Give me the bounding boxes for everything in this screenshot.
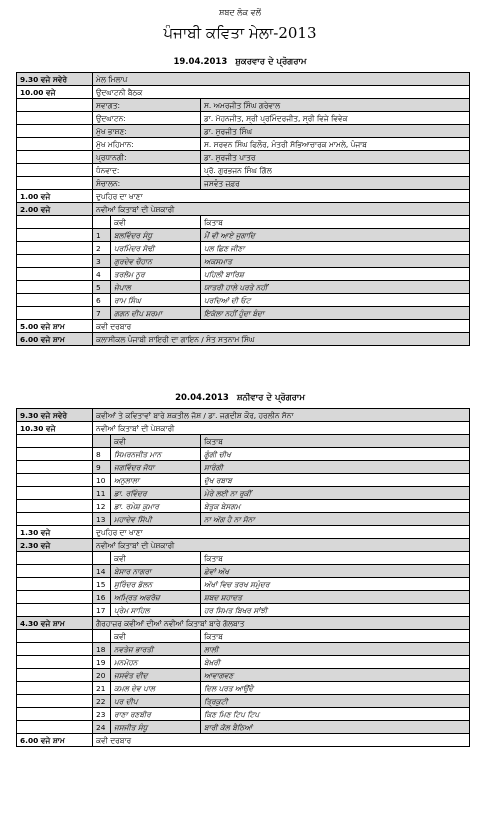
slot-event: ਕਵੀ ਦਰਬਾਰ bbox=[93, 320, 470, 333]
book-column-header: ਕਿਤਾਬ bbox=[201, 630, 470, 643]
slot-time: 2.00 ਵਜੇ bbox=[17, 203, 93, 216]
poet-name: ਰਾਮ ਸਿੰਘ bbox=[111, 294, 201, 307]
book-row bbox=[17, 474, 470, 487]
day2-schedule-table bbox=[16, 408, 470, 747]
book-number: 5 bbox=[93, 281, 111, 294]
book-row bbox=[17, 682, 470, 695]
slot-event: ਕਲਾਸੀਕਲ ਪੰਜਾਬੀ ਸ਼ਾਇਰੀ ਦਾ ਗਾਇਨ / ਸੰਤ ਸਤਨਾਮ ਸਿੰਘ bbox=[93, 333, 470, 346]
book-row bbox=[17, 669, 470, 682]
role-person: ਡਾ. ਮੋਹਨਜੀਤ, ਸ੍ਰੀ ਪ੍ਰਮਿੰਦਰਜੀਤ, ਸ੍ਰੀ ਵਿਜੇ ਵਿਵੇਕ bbox=[201, 112, 470, 125]
poet-name: ਪਰ ਦੀਪ bbox=[111, 695, 201, 708]
poet-name: ਮਹਾਦੇਵ ਸਿੱਪੀ bbox=[111, 513, 201, 526]
role-row bbox=[17, 164, 470, 177]
book-row bbox=[17, 708, 470, 721]
book-row bbox=[17, 565, 470, 578]
book-title: ਤ੍ਰਿਕੁਟੀ bbox=[201, 695, 470, 708]
slot-event: ਦੁਪਹਿਰ ਦਾ ਖਾਣਾ bbox=[93, 190, 470, 203]
poet-name: ਪਰਮਿੰਦਰ ਸੋਢੀ bbox=[111, 242, 201, 255]
slot-time: 9.30 ਵਜੇ ਸਵੇਰੇ bbox=[17, 409, 93, 422]
role-person: ਜਸਵੰਤ ਜ਼ਫ਼ਰ bbox=[201, 177, 470, 190]
slot-event: ਕਵੀ ਦਰਬਾਰ bbox=[93, 734, 470, 747]
slot-event: ਦੁਪਹਿਰ ਦਾ ਖਾਣਾ bbox=[93, 526, 470, 539]
book-number: 7 bbox=[93, 307, 111, 320]
role-label: ਸੰਚਾਲਨ: bbox=[93, 177, 201, 190]
book-row bbox=[17, 487, 470, 500]
slot-time: 5.00 ਵਜੇ ਸ਼ਾਮ bbox=[17, 320, 93, 333]
role-row bbox=[17, 125, 470, 138]
role-person: ਡਾ. ਸੁਰਜੀਤ ਸਿੰਘ bbox=[201, 125, 470, 138]
schedule-row bbox=[17, 333, 470, 346]
slot-time: 10.30 ਵਜੇ bbox=[17, 422, 93, 435]
poet-name: ਅਮ੍ਰਿਤ ਅਫਰੋਜ਼ bbox=[111, 591, 201, 604]
slot-event: ਮੇਲ ਮਿਲਾਪ bbox=[93, 73, 470, 86]
festival-title: ਪੰਜਾਬੀ ਕਵਿਤਾ ਮੇਲਾ-2013 bbox=[163, 24, 317, 42]
book-title: ਲਾਲੀ bbox=[201, 643, 470, 656]
role-person: ਪ੍ਰੋ. ਗੁਰਭਜਨ ਸਿੰਘ ਗਿੱਲ bbox=[201, 164, 470, 177]
poet-name: ਤਰਲੋਮ ਨੂਰ bbox=[111, 268, 201, 281]
book-title: ਦੁੱਖ ਰਬਾਬ bbox=[201, 474, 470, 487]
book-column-header: ਕਿਤਾਬ bbox=[201, 435, 470, 448]
role-label: ਸਵਾਗਤ: bbox=[93, 99, 201, 112]
book-header-row bbox=[17, 630, 470, 643]
role-label: ਪ੍ਰਧਾਨਗੀ: bbox=[93, 151, 201, 164]
book-row bbox=[17, 242, 470, 255]
presenter-line: ਸ਼ਬਦ ਲੋਕ ਵਲੋਂ bbox=[219, 8, 261, 17]
book-row bbox=[17, 500, 470, 513]
role-label: ਮੁੱਖ ਮਹਿਮਾਨ: bbox=[93, 138, 201, 151]
book-number: 16 bbox=[93, 591, 111, 604]
poet-column-header: ਕਵੀ bbox=[111, 630, 201, 643]
book-title: ਮੇਰੇ ਲਈ ਨਾ ਰੁਕੀਂ bbox=[201, 487, 470, 500]
book-number: 19 bbox=[93, 656, 111, 669]
schedule-row bbox=[17, 617, 470, 630]
schedule-row bbox=[17, 203, 470, 216]
book-row bbox=[17, 229, 470, 242]
slot-time: 2.30 ਵਜੇ bbox=[17, 539, 93, 552]
book-row bbox=[17, 695, 470, 708]
book-title: ਸਾਰੰਗੀ bbox=[201, 461, 470, 474]
slot-event: ਨਵੀਆਂ ਕਿਤਾਬਾਂ ਦੀ ਪੇਸ਼ਕਾਰੀ bbox=[93, 539, 470, 552]
poet-name: ਪ੍ਰੇਮ ਸਾਹਿਲ bbox=[111, 604, 201, 617]
book-title: ਅਕਸਮਾਤ bbox=[201, 255, 470, 268]
schedule-row bbox=[17, 86, 470, 99]
book-title: ਪਹਿਲੀ ਬਾਰਿਸ਼ bbox=[201, 268, 470, 281]
book-title: ਹਰ ਸਿਮਤ ਬਿਖਰ ਸਾਂਝੀ bbox=[201, 604, 470, 617]
book-title: ਅੱਖਾਂ ਵਿਚ ਤਰਖ ਸਮੁੰਦਰ bbox=[201, 578, 470, 591]
role-label: ਮੁੱਖ ਭਾਸ਼ਣ: bbox=[93, 125, 201, 138]
book-number: 18 bbox=[93, 643, 111, 656]
poet-name: ਬੇਸਾਰ ਨਾਗਰਾ bbox=[111, 565, 201, 578]
book-title: ਬੇਤੁਕ ਬੇਸਗਮ bbox=[201, 500, 470, 513]
poet-name: ਜਗਵਿੰਦਰ ਜੋਧਾ bbox=[111, 461, 201, 474]
book-number: 2 bbox=[93, 242, 111, 255]
book-number: 8 bbox=[93, 448, 111, 461]
book-row bbox=[17, 268, 470, 281]
book-title: ਮੈਂ ਵੀ ਆਏ ਜੁਗਾਦਿ bbox=[201, 229, 470, 242]
day2-heading bbox=[0, 393, 480, 403]
book-number: 24 bbox=[93, 721, 111, 734]
schedule-row bbox=[17, 422, 470, 435]
book-number: 3 bbox=[93, 255, 111, 268]
slot-event: ਗੈਰਹਾਜ਼ਰ ਕਵੀਆਂ ਦੀਆਂ ਨਵੀਆਂ ਕਿਤਾਬਾਂ ਬਾਰੇ ਗੱਲਬਾਤ bbox=[93, 617, 470, 630]
poet-name: ਮਨਮੋਹਨ bbox=[111, 656, 201, 669]
role-label: ਧੰਨਵਾਦ: bbox=[93, 164, 201, 177]
book-number: 13 bbox=[93, 513, 111, 526]
book-header-row bbox=[17, 552, 470, 565]
schedule-row bbox=[17, 190, 470, 203]
slot-time: 6.00 ਵਜੇ ਸ਼ਾਮ bbox=[17, 333, 93, 346]
book-row bbox=[17, 448, 470, 461]
book-title: ਬਾਰੀ ਕੋਲ ਬੈਠਿਆਂ bbox=[201, 721, 470, 734]
book-number: 22 bbox=[93, 695, 111, 708]
role-row bbox=[17, 112, 470, 125]
poet-name: ਡਾ. ਰਮੇਸ਼ ਕੁਮਾਰ bbox=[111, 500, 201, 513]
role-person: ਡਾ. ਸੁਰਜੀਤ ਪਾਤਰ bbox=[201, 151, 470, 164]
poet-column-header: ਕਵੀ bbox=[111, 435, 201, 448]
poet-name: ਨਵਤੇਜ ਭਾਰਤੀ bbox=[111, 643, 201, 656]
book-title: ਗੂੰਗੀ ਚੀਖ bbox=[201, 448, 470, 461]
book-column-header: ਕਿਤਾਬ bbox=[201, 552, 470, 565]
book-title: ਕਿਣ ਮਿਣ ਟਿਪ ਟਿਪ bbox=[201, 708, 470, 721]
role-row bbox=[17, 151, 470, 164]
role-row bbox=[17, 99, 470, 112]
book-header-row bbox=[17, 216, 470, 229]
book-title: ਸ਼ਬਦ ਸ਼ਹਾਦਤ bbox=[201, 591, 470, 604]
slot-event: ਕਵੀਆਂ ਤੇ ਕਵਿਤਾਵਾਂ ਬਾਰੇ ਸ਼ਕਤੀਲ ਜੋਸ਼ / ਡਾ. ਜਗਦੀਸ਼ ਕੌਰ, ਹਰਲੀਨ ਸੋਨਾ bbox=[93, 409, 470, 422]
slot-time: 1.00 ਵਜੇ bbox=[17, 190, 93, 203]
book-column-header: ਕਿਤਾਬ bbox=[201, 216, 470, 229]
poet-name: ਗਗਨ ਦੀਪ ਸ਼ਰਮਾ bbox=[111, 307, 201, 320]
day1-heading bbox=[0, 57, 480, 67]
day1-label: ਸ਼ੁਕਰਵਾਰ ਦੇ ਪ੍ਰੋਗਰਾਮ bbox=[235, 57, 307, 67]
poet-column-header: ਕਵੀ bbox=[111, 216, 201, 229]
poet-name: ਰਾਣਾ ਰਣਬੀਰ bbox=[111, 708, 201, 721]
book-row bbox=[17, 656, 470, 669]
slot-time: 9.30 ਵਜੇ ਸਵੇਰੇ bbox=[17, 73, 93, 86]
slot-time: 10.00 ਵਜੇ bbox=[17, 86, 93, 99]
book-row bbox=[17, 643, 470, 656]
poet-name: ਸਿਮਰਨਜੀਤ ਮਾਨ bbox=[111, 448, 201, 461]
book-row bbox=[17, 513, 470, 526]
day2-date: 20.04.2013 bbox=[175, 393, 229, 403]
book-title: ਪਰਦਿਆਂ ਦੀ ਓਟ bbox=[201, 294, 470, 307]
schedule-row bbox=[17, 409, 470, 422]
poet-name: ਜਸਵੰਤ ਦੀਦ bbox=[111, 669, 201, 682]
book-title: ਪਲ ਛਿਣ ਜੀਣਾ bbox=[201, 242, 470, 255]
slot-time: 6.00 ਵਜੇ ਸ਼ਾਮ bbox=[17, 734, 93, 747]
poet-name: ਡਾ. ਰਵਿੰਦਰ bbox=[111, 487, 201, 500]
book-row bbox=[17, 461, 470, 474]
book-row bbox=[17, 578, 470, 591]
book-number: 6 bbox=[93, 294, 111, 307]
poet-name: ਕਮਲ ਦੇਵ ਪਾਲ bbox=[111, 682, 201, 695]
role-label: ਉਦਘਾਟਨ: bbox=[93, 112, 201, 125]
book-number: 14 bbox=[93, 565, 111, 578]
book-number: 15 bbox=[93, 578, 111, 591]
book-number: 20 bbox=[93, 669, 111, 682]
schedule-row bbox=[17, 320, 470, 333]
poet-name: ਜਸਜੀਤ ਸੰਧੂ bbox=[111, 721, 201, 734]
book-title: ਯਾਤਰੀ ਹਾਲੇ ਪਰਤੇ ਨਹੀਂ bbox=[201, 281, 470, 294]
book-row bbox=[17, 604, 470, 617]
book-number: 10 bbox=[93, 474, 111, 487]
poet-name: ਗੁਰਦੇਵ ਚੌਹਾਨ bbox=[111, 255, 201, 268]
slot-event: ਨਵੀਆਂ ਕਿਤਾਬਾਂ ਦੀ ਪੇਸ਼ਕਾਰੀ bbox=[93, 422, 470, 435]
slot-time: 1.30 ਵਜੇ bbox=[17, 526, 93, 539]
role-person: ਸ. ਅਮਰਜੀਤ ਸਿੰਘ ਗਰੇਵਾਲ bbox=[201, 99, 470, 112]
slot-time: 4.30 ਵਜੇ ਸ਼ਾਮ bbox=[17, 617, 93, 630]
book-row bbox=[17, 281, 470, 294]
role-row bbox=[17, 177, 470, 190]
book-row bbox=[17, 307, 470, 320]
book-title: ਦਿਲ ਪਰਤ ਆਉਂਦੈ bbox=[201, 682, 470, 695]
book-title: ਛੇਵਾਂ ਅੱਖ bbox=[201, 565, 470, 578]
book-number: 12 bbox=[93, 500, 111, 513]
poet-name: ਜੇਪਾਲ bbox=[111, 281, 201, 294]
poet-name: ਬਲਵਿੰਦਰ ਸੰਧੂ bbox=[111, 229, 201, 242]
book-number: 23 bbox=[93, 708, 111, 721]
role-person: ਸ. ਸਰਵਨ ਸਿੰਘ ਫਿਲੌਰ, ਮੰਤਰੀ ਸੱਭਿਆਚਾਰਕ ਮਾਮਲੇ, ਪੰਜਾਬ bbox=[201, 138, 470, 151]
book-title: ਇਕੱਲਾ ਨਹੀਂ ਹੁੰਦਾ ਬੰਦਾ bbox=[201, 307, 470, 320]
slot-event: ਨਵੀਆਂ ਕਿਤਾਬਾਂ ਦੀ ਪੇਸ਼ਕਾਰੀ bbox=[93, 203, 470, 216]
book-number: 9 bbox=[93, 461, 111, 474]
schedule-row bbox=[17, 526, 470, 539]
book-header-row bbox=[17, 435, 470, 448]
book-number: 1 bbox=[93, 229, 111, 242]
book-number: 4 bbox=[93, 268, 111, 281]
schedule-row bbox=[17, 539, 470, 552]
poet-name: ਅਨੁਲਾਲਾ bbox=[111, 474, 201, 487]
book-number: 21 bbox=[93, 682, 111, 695]
book-row bbox=[17, 591, 470, 604]
book-number: 17 bbox=[93, 604, 111, 617]
day2-label: ਸ਼ਨੀਵਾਰ ਦੇ ਪ੍ਰੋਗਰਾਮ bbox=[236, 393, 305, 403]
book-title: ਬੇਖ਼ਰੀ bbox=[201, 656, 470, 669]
schedule-row bbox=[17, 734, 470, 747]
poet-column-header: ਕਵੀ bbox=[111, 552, 201, 565]
book-row bbox=[17, 255, 470, 268]
poet-name: ਸੁਰਿੰਦਰ ਡੱਲਨ bbox=[111, 578, 201, 591]
schedule-row bbox=[17, 73, 470, 86]
book-row bbox=[17, 721, 470, 734]
role-row bbox=[17, 138, 470, 151]
book-row bbox=[17, 294, 470, 307]
slot-event: ਉਦਘਾਟਨੀ ਬੈਠਕ bbox=[93, 86, 470, 99]
book-number: 11 bbox=[93, 487, 111, 500]
day1-date: 19.04.2013 bbox=[173, 57, 228, 67]
day1-schedule-table bbox=[16, 72, 470, 346]
book-title: ਆਵਾਗਵਣ bbox=[201, 669, 470, 682]
book-title: ਨਾ ਅੱਗ ਹੈ ਨਾ ਸੋਨਾ bbox=[201, 513, 470, 526]
